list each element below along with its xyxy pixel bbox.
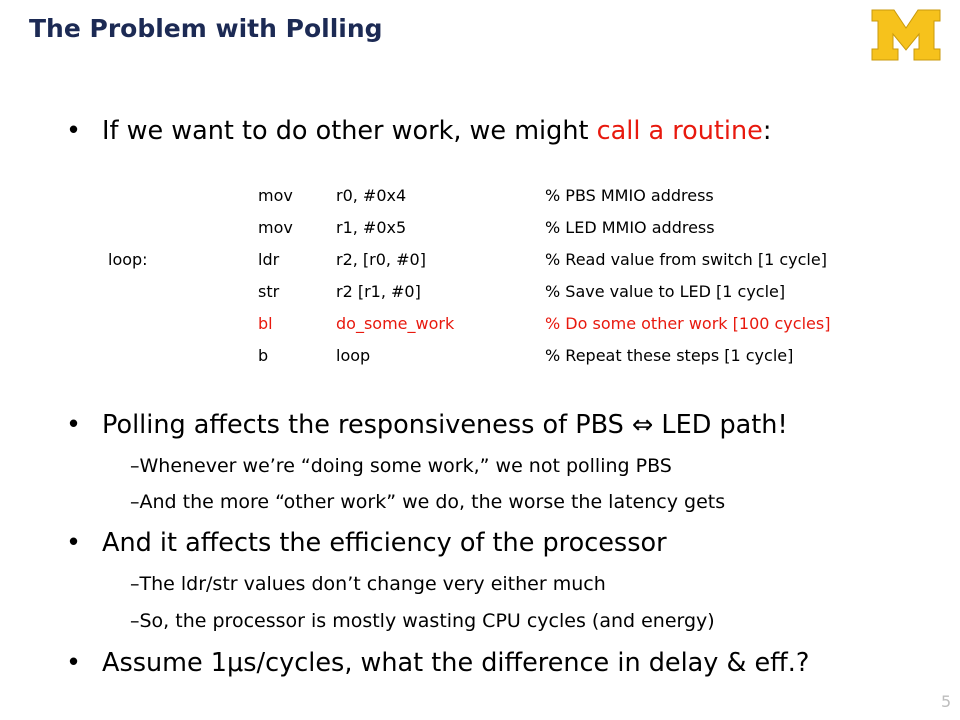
code-op: mov [258,218,293,237]
university-logo [870,8,942,62]
code-args: r1, #0x5 [336,218,407,237]
bullet-text-start: If we want to do other work, we might [102,116,597,146]
code-op: str [258,282,280,301]
code-comment: % Read value from switch [1 cycle] [545,250,827,269]
bullet-text: Polling affects the responsiveness of PBS ⇔ LED path! [102,410,788,440]
bullet-marker: • [66,410,82,440]
code-comment: % Do some other work [100 cycles] [545,314,831,333]
code-op: b [258,346,269,365]
bullet-marker: • [66,116,82,146]
code-args: r2 [r1, #0] [336,282,421,301]
code-args: loop [336,346,371,365]
bullet-text-highlight: call a routine [596,116,763,146]
code-comment: % Repeat these steps [1 cycle] [545,346,794,365]
sub-bullet: –So, the processor is mostly wasting CPU cycles (and energy) [130,610,715,632]
sub-bullet: –The ldr/str values don’t change very either much [130,573,606,595]
sub-bullet: –And the more “other work” we do, the worse the latency gets [130,491,726,513]
code-op: ldr [258,250,280,269]
page-number: 5 [941,692,952,711]
code-label: loop: [108,250,148,269]
bullet-marker: • [66,528,82,558]
code-args: do_some_work [336,314,455,333]
code-op: mov [258,186,293,205]
code-args: r2, [r0, #0] [336,250,426,269]
bullet-marker: • [66,648,82,678]
slide-title: The Problem with Polling [29,14,383,43]
bullet-text: Assume 1μs/cycles, what the difference in delay & eff.? [102,648,810,678]
sub-bullet: –Whenever we’re “doing some work,” we not polling PBS [130,455,672,477]
code-comment: % LED MMIO address [545,218,715,237]
code-comment: % Save value to LED [1 cycle] [545,282,786,301]
bullet-text-end: : [762,116,772,146]
bullet-text [102,116,771,146]
code-op: bl [258,314,273,333]
code-comment: % PBS MMIO address [545,186,714,205]
bullet-text: And it affects the efficiency of the processor [102,528,667,558]
code-args: r0, #0x4 [336,186,407,205]
